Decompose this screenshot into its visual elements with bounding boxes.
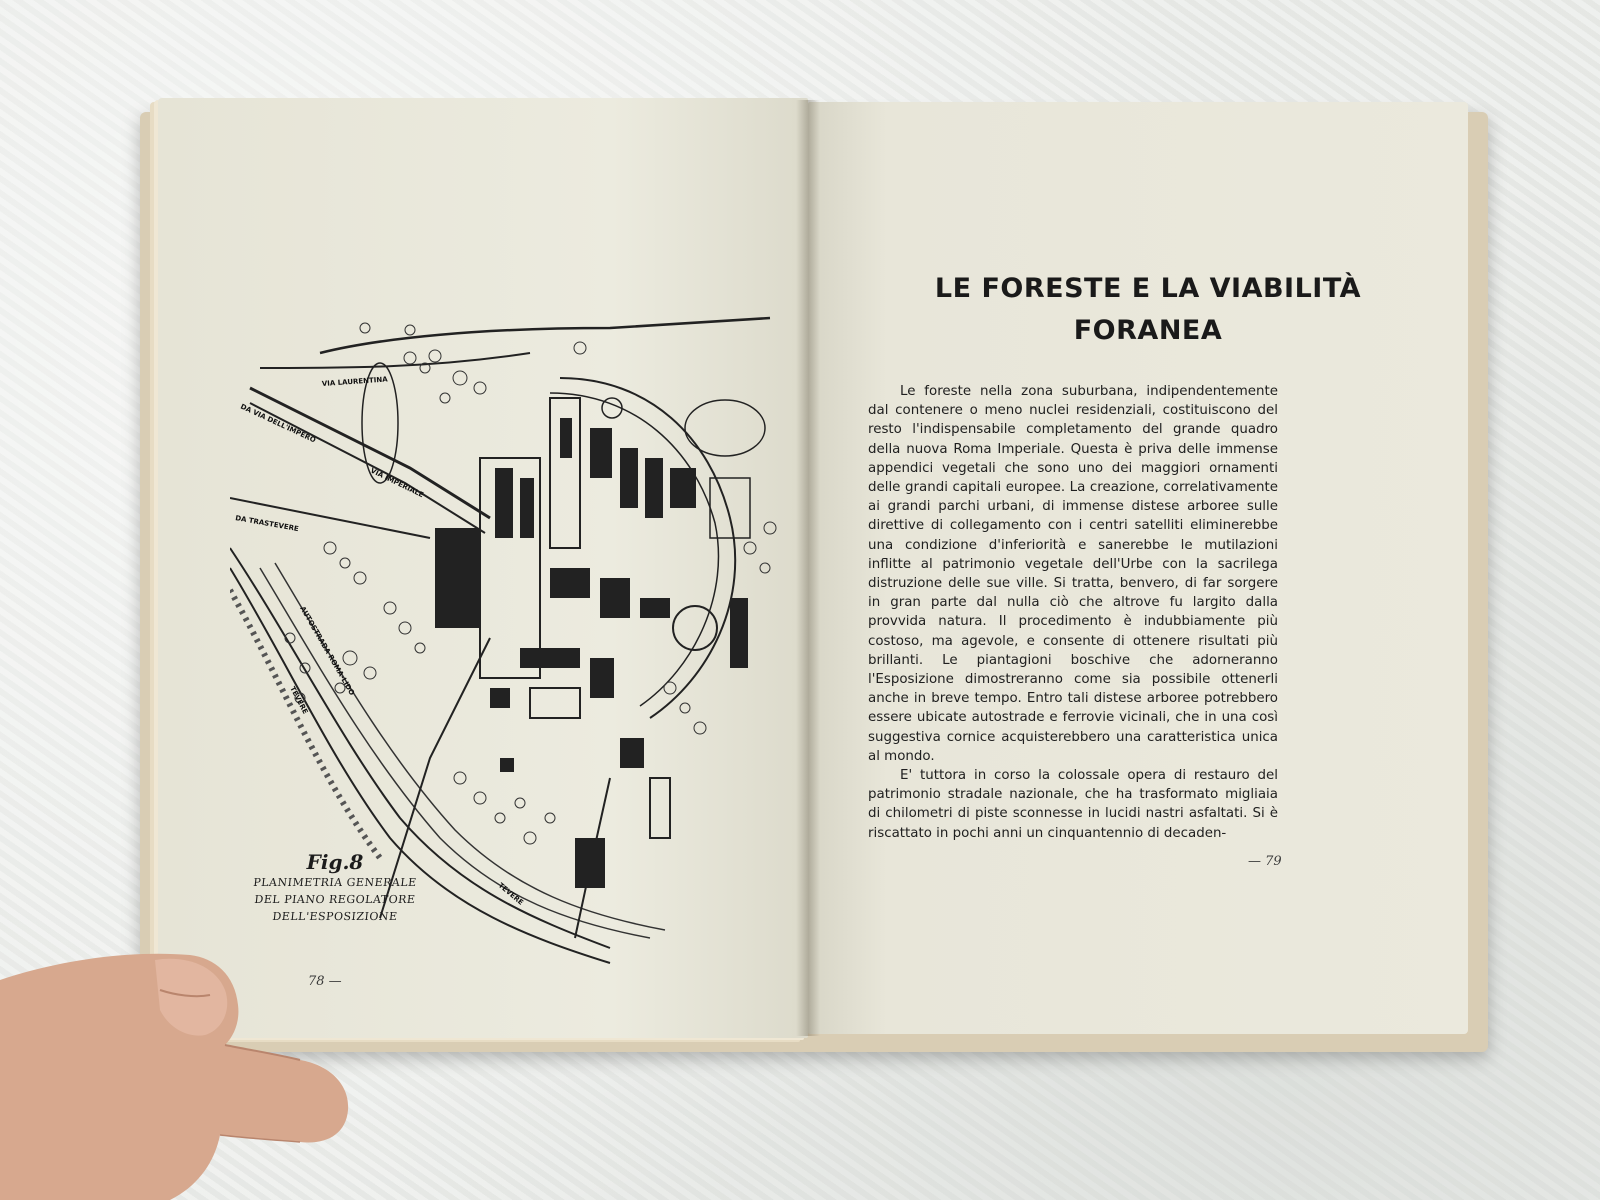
chapter-title [848, 268, 1448, 352]
left-page [158, 98, 808, 1038]
chapter-title-line: FORANEA [1073, 315, 1223, 346]
figure-number: Fig.8 [306, 850, 364, 874]
figure-caption [250, 850, 420, 925]
map-label-via-imperiale: VIA IMPERIALE [369, 466, 425, 500]
hand-holding-book [0, 950, 380, 1200]
right-page [808, 102, 1468, 1034]
chapter-title-line: LE FORESTE E LA VIABILITÀ [934, 273, 1362, 304]
figure-caption-line: DELL'ESPOSIZIONE [271, 910, 399, 923]
left-page-number: 78 — [308, 974, 342, 989]
map-label-tevere-1: TEVERE [288, 685, 310, 716]
book-gutter [796, 100, 820, 1036]
right-page-number: — 79 [1248, 854, 1282, 869]
map-label-da-via-dell-impero: DA VIA DELL'IMPERO [239, 402, 317, 445]
map-label-da-trastevere: DA TRASTEVERE [234, 514, 300, 534]
figure-caption-line: DEL PIANO REGOLATORE [253, 893, 417, 906]
body-paragraph: Le foreste nella zona suburbana, indipendentemente dal contenere o meno nuclei residenziali, costituiscono del resto l'indispensabile completamento del grande quadro della nuova Roma Imperiale. Questa è priva delle immense appendici vegetali che sono uno dei maggiori ornamenti delle grandi capitali europee. La creazione, correlativamente ai grandi parchi urbani, di immense distese arboree sulle direttive di collegamento con i centri satelliti eliminerebbe una condizione d'inferiorità e sanerebbe le mutilazioni inflitte al patrimonio vegetale dell'Urbe con la sacrilega distruzione delle sue ville. Si tratta, benvero, di far sorgere in gran parte dal nulla ciò che altrove fu largito dalla provvida natura. Il procedimento è indubbiamente più costoso, ma agevole, e consente di ottenere risultati più brillanti. Le piantagioni boschive che adorneranno l'Esposizione dimostreranno come sia possibile ottenerli anche in breve tempo. Entro tali distese arboree potrebbero essere ubicate autostrade e ferrovie vicinali, che in una così suggestiva cornice acquisterebbero una caratteristica unica al mondo. [868, 384, 1278, 764]
map-label-autostrada: AUTOSTRADA ROMA-LIDO [298, 605, 356, 697]
body-text [868, 382, 1278, 843]
map-label-tevere-2: TEVERE [496, 881, 525, 907]
body-paragraph: E' tuttora in corso la colossale opera di restauro del patrimonio stradale nazionale, che ha trasformato migliaia di chilometri di piste sconnesse in lucidi nastri asfaltati. Si è riscattato in pochi anni un cinquantennio di decaden- [868, 768, 1278, 841]
figure-caption-line: PLANIMETRIA GENERALE [252, 876, 418, 889]
map-label-via-laurentina: VIA LAURENTINA [321, 375, 388, 388]
